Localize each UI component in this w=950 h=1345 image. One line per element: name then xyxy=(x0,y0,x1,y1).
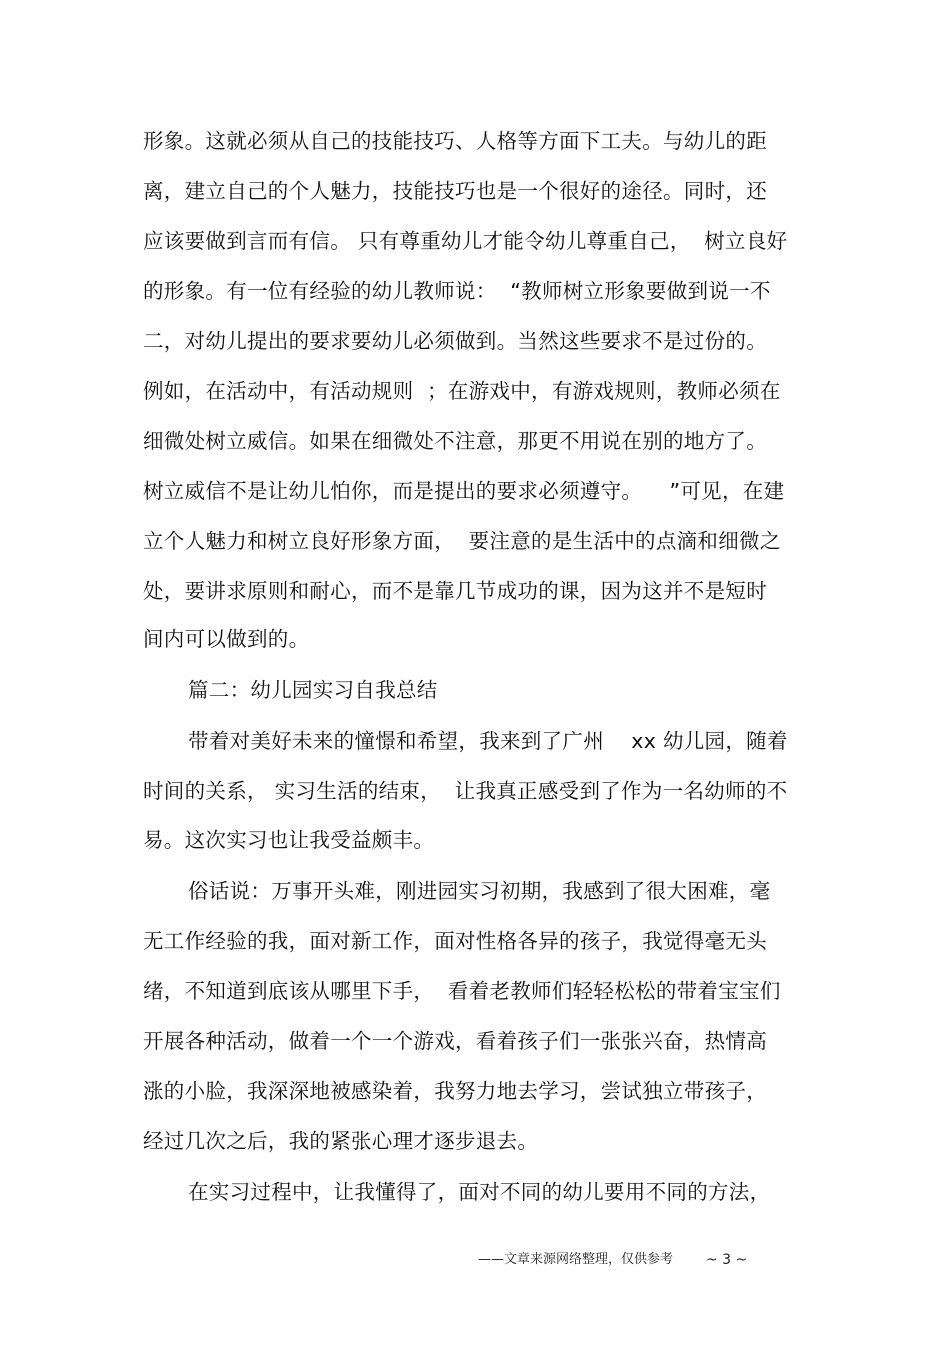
body-line: 离，建立自己的个人魅力，技能技巧也是一个很好的途径。同时，还 xyxy=(143,179,767,203)
body-line: 树立威信不是让幼儿怕你，而是提出的要求必须遵守。 ”可见，在建 xyxy=(143,479,785,503)
body-line: 例如，在活动中，有活动规则 ；在游戏中，有游戏规则，教师必须在 xyxy=(143,379,781,403)
body-line: 涨的小脸，我深深地被感染着，我努力地去学习，尝试独立带孩子， xyxy=(143,1079,767,1103)
page-number: ~ 3 ~ xyxy=(706,1252,748,1268)
body-line: 无工作经验的我，面对新工作，面对性格各异的孩子，我觉得毫无头 xyxy=(143,929,767,953)
body-line: 间内可以做到的。 xyxy=(143,627,310,651)
body-line: 立个人魅力和树立良好形象方面， 要注意的是生活中的点滴和细微之 xyxy=(143,529,781,553)
body-line: 时间的关系， 实习生活的结束， 让我真正感受到了作为一名幼师的不 xyxy=(143,779,788,803)
body-line: 形象。这就必须从自己的技能技巧、人格等方面下工夫。与幼儿的距 xyxy=(143,129,767,153)
body-line: 开展各种活动，做着一个一个游戏，看着孩子们一张张兴奋，热情高 xyxy=(143,1029,767,1053)
body-line: 易。这次实习也让我受益颇丰。 xyxy=(143,828,435,852)
body-line: 经过几次之后，我的紧张心理才逐步退去。 xyxy=(143,1129,539,1153)
body-line: 细微处树立威信。如果在细微处不注意，那更不用说在别的地方了。 xyxy=(143,429,767,453)
footer-note: ——文章来源网络整理，仅供参考 xyxy=(478,1252,674,1267)
body-line: 在实习过程中，让我懂得了，面对不同的幼儿要用不同的方法， xyxy=(188,1180,771,1204)
body-line: 带着对美好未来的憧憬和希望，我来到了广州 xx 幼儿园，随着 xyxy=(188,729,788,753)
body-line: 绪，不知道到底该从哪里下手， 看着老教师们轻轻松松的带着宝宝们 xyxy=(143,979,781,1003)
body-line: 应该要做到言而有信。 只有尊重幼儿才能令幼儿尊重自己， 树立良好 xyxy=(143,229,788,253)
body-line: 的形象。有一位有经验的幼儿教师说： “教师树立形象要做到说一不 xyxy=(143,279,771,303)
section-heading: 篇二：幼儿园实习自我总结 xyxy=(188,678,438,702)
body-line: 处，要讲求原则和耐心，而不是靠几节成功的课，因为这并不是短时 xyxy=(143,579,767,603)
body-line: 俗话说：万事开头难，刚进园实习初期，我感到了很大困难，毫 xyxy=(188,879,771,903)
body-line: 二，对幼儿提出的要求要幼儿必须做到。当然这些要求不是过份的。 xyxy=(143,329,767,353)
